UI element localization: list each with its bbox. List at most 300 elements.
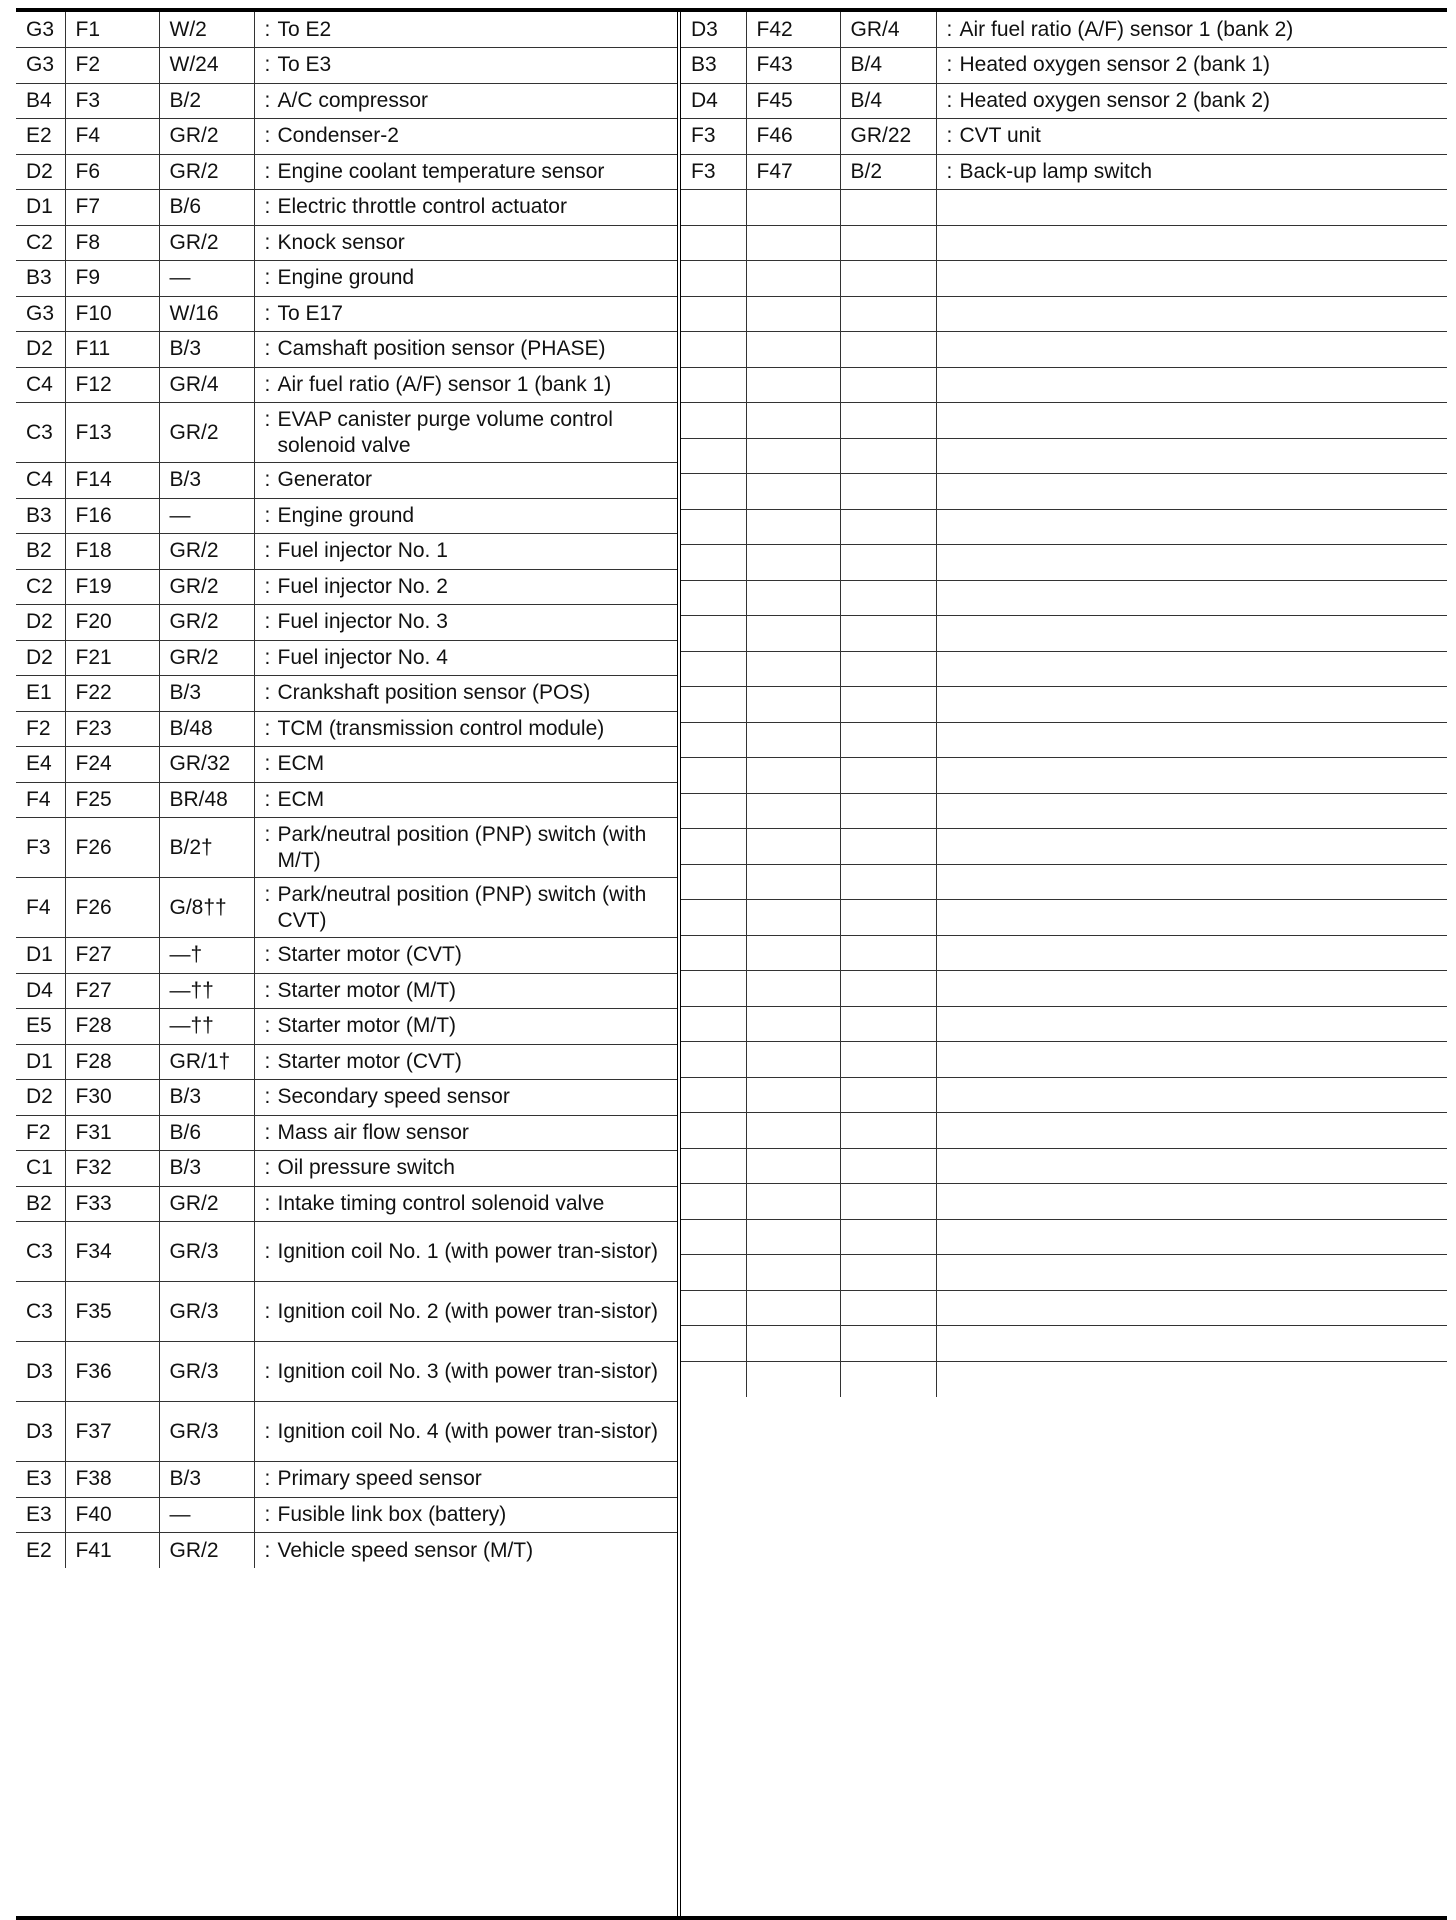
connector-table-left bbox=[16, 12, 677, 1916]
empty-cell bbox=[681, 296, 746, 332]
cell-connector: F26 bbox=[65, 818, 159, 878]
cell-grid: F3 bbox=[681, 119, 746, 155]
description-text bbox=[947, 17, 1448, 43]
description-label: Condenser-2 bbox=[277, 124, 399, 148]
cell-grid: D1 bbox=[16, 1044, 65, 1080]
colon-separator: : bbox=[264, 159, 271, 183]
cell-description bbox=[254, 569, 677, 605]
description-label: ECM bbox=[277, 787, 325, 811]
cell-connector: F8 bbox=[65, 225, 159, 261]
cell-grid: B2 bbox=[16, 534, 65, 570]
empty-table-row bbox=[681, 900, 1447, 936]
empty-cell bbox=[746, 438, 840, 474]
empty-cell bbox=[936, 1361, 1447, 1397]
cell-connector: F25 bbox=[65, 782, 159, 818]
empty-cell bbox=[746, 971, 840, 1007]
cell-grid: C3 bbox=[16, 403, 65, 463]
empty-cell bbox=[681, 1290, 746, 1326]
cell-color: G/8†† bbox=[159, 878, 254, 938]
description-label: Engine ground bbox=[277, 266, 415, 290]
cell-color: GR/3 bbox=[159, 1222, 254, 1282]
empty-cell bbox=[936, 971, 1447, 1007]
cell-connector: F24 bbox=[65, 747, 159, 783]
cell-color: GR/4 bbox=[159, 367, 254, 403]
table-row bbox=[16, 1342, 677, 1402]
description-label: TCM (transmission control module) bbox=[277, 716, 605, 740]
empty-cell bbox=[936, 687, 1447, 723]
cell-description bbox=[254, 878, 677, 938]
empty-cell bbox=[936, 474, 1447, 510]
colon-separator: : bbox=[264, 88, 271, 112]
cell-grid: B3 bbox=[16, 261, 65, 297]
cell-description bbox=[254, 676, 677, 712]
colon-separator: : bbox=[264, 574, 271, 598]
connector-table-left-body bbox=[16, 12, 677, 1568]
description-label: Fuel injector No. 3 bbox=[277, 610, 448, 634]
empty-table-row bbox=[681, 616, 1447, 652]
empty-cell bbox=[840, 1077, 936, 1113]
empty-cell bbox=[840, 651, 936, 687]
empty-table-row bbox=[681, 687, 1447, 723]
empty-cell bbox=[840, 1184, 936, 1220]
colon-separator: : bbox=[264, 230, 271, 254]
empty-cell bbox=[681, 403, 746, 439]
table-row bbox=[16, 463, 677, 499]
empty-cell bbox=[936, 758, 1447, 794]
colon-separator: : bbox=[264, 266, 271, 290]
empty-cell bbox=[746, 545, 840, 581]
description-text bbox=[265, 1084, 672, 1110]
cell-color: BR/48 bbox=[159, 782, 254, 818]
description-label: CVT unit bbox=[959, 124, 1041, 148]
empty-cell bbox=[936, 829, 1447, 865]
empty-cell bbox=[746, 261, 840, 297]
description-text bbox=[265, 1191, 672, 1217]
empty-cell bbox=[840, 864, 936, 900]
colon-separator: : bbox=[264, 468, 271, 492]
colon-separator: : bbox=[264, 407, 271, 431]
empty-cell bbox=[936, 722, 1447, 758]
cell-connector: F19 bbox=[65, 569, 159, 605]
colon-separator: : bbox=[264, 1049, 271, 1073]
cell-grid: C4 bbox=[16, 367, 65, 403]
table-row bbox=[16, 818, 677, 878]
cell-color: — bbox=[159, 1497, 254, 1533]
description-text bbox=[265, 1502, 672, 1528]
empty-cell bbox=[746, 687, 840, 723]
cell-color: B/3 bbox=[159, 676, 254, 712]
cell-description bbox=[254, 190, 677, 226]
cell-description bbox=[254, 154, 677, 190]
cell-color: GR/4 bbox=[840, 12, 936, 48]
empty-cell bbox=[746, 935, 840, 971]
empty-cell bbox=[936, 1077, 1447, 1113]
table-row bbox=[16, 782, 677, 818]
description-label: Engine ground bbox=[277, 503, 415, 527]
cell-description bbox=[254, 1044, 677, 1080]
empty-cell bbox=[936, 367, 1447, 403]
cell-grid: F4 bbox=[16, 782, 65, 818]
cell-connector: F27 bbox=[65, 973, 159, 1009]
empty-cell bbox=[936, 509, 1447, 545]
empty-cell bbox=[840, 296, 936, 332]
colon-separator: : bbox=[264, 645, 271, 669]
empty-cell bbox=[936, 1006, 1447, 1042]
empty-cell bbox=[746, 367, 840, 403]
cell-connector: F30 bbox=[65, 1080, 159, 1116]
description-label: Ignition coil No. 1 (with power tran-sistor) bbox=[277, 1239, 658, 1263]
empty-cell bbox=[840, 1113, 936, 1149]
empty-table-row bbox=[681, 367, 1447, 403]
cell-connector: F35 bbox=[65, 1282, 159, 1342]
colon-separator: : bbox=[264, 1191, 271, 1215]
description-text bbox=[265, 88, 672, 114]
cell-connector: F1 bbox=[65, 12, 159, 48]
empty-cell bbox=[840, 935, 936, 971]
description-label: To E17 bbox=[277, 301, 343, 325]
cell-grid: D2 bbox=[16, 1080, 65, 1116]
empty-table-row bbox=[681, 190, 1447, 226]
description-label: Electric throttle control actuator bbox=[277, 195, 567, 219]
cell-connector: F12 bbox=[65, 367, 159, 403]
empty-cell bbox=[681, 793, 746, 829]
cell-description bbox=[254, 1222, 677, 1282]
empty-table-row bbox=[681, 864, 1447, 900]
cell-grid: E2 bbox=[16, 119, 65, 155]
colon-separator: : bbox=[264, 1419, 271, 1443]
description-text bbox=[265, 1359, 672, 1385]
empty-table-row bbox=[681, 438, 1447, 474]
empty-cell bbox=[746, 793, 840, 829]
empty-cell bbox=[746, 758, 840, 794]
empty-cell bbox=[746, 900, 840, 936]
description-label: Primary speed sensor bbox=[277, 1467, 482, 1491]
empty-table-row bbox=[681, 332, 1447, 368]
cell-connector: F13 bbox=[65, 403, 159, 463]
empty-cell bbox=[936, 1290, 1447, 1326]
empty-cell bbox=[746, 1077, 840, 1113]
colon-separator: : bbox=[264, 1299, 271, 1323]
empty-table-row bbox=[681, 1361, 1447, 1397]
connector-table-right bbox=[681, 12, 1447, 1916]
cell-connector: F18 bbox=[65, 534, 159, 570]
cell-color: GR/32 bbox=[159, 747, 254, 783]
cell-description bbox=[254, 225, 677, 261]
empty-cell bbox=[681, 900, 746, 936]
empty-cell bbox=[936, 1255, 1447, 1291]
table-row bbox=[16, 605, 677, 641]
description-text bbox=[265, 336, 672, 362]
cell-connector: F16 bbox=[65, 498, 159, 534]
cell-grid: E3 bbox=[16, 1462, 65, 1498]
empty-cell bbox=[936, 1113, 1447, 1149]
table-row bbox=[16, 296, 677, 332]
cell-connector: F21 bbox=[65, 640, 159, 676]
description-text bbox=[265, 942, 672, 968]
cell-description bbox=[254, 403, 677, 463]
empty-table-row bbox=[681, 261, 1447, 297]
empty-cell bbox=[681, 687, 746, 723]
empty-cell bbox=[681, 438, 746, 474]
empty-cell bbox=[936, 545, 1447, 581]
cell-color: GR/22 bbox=[840, 119, 936, 155]
colon-separator: : bbox=[264, 681, 271, 705]
cell-grid: D2 bbox=[16, 332, 65, 368]
cell-description bbox=[254, 12, 677, 48]
empty-table-row bbox=[681, 545, 1447, 581]
colon-separator: : bbox=[264, 978, 271, 1002]
empty-cell bbox=[840, 1290, 936, 1326]
empty-cell bbox=[746, 1006, 840, 1042]
empty-cell bbox=[936, 864, 1447, 900]
description-text bbox=[265, 1299, 672, 1325]
colon-separator: : bbox=[264, 1156, 271, 1180]
colon-separator: : bbox=[264, 17, 271, 41]
table-row bbox=[16, 1080, 677, 1116]
description-label: Engine coolant temperature sensor bbox=[277, 159, 605, 183]
cell-connector: F23 bbox=[65, 711, 159, 747]
empty-table-row bbox=[681, 935, 1447, 971]
empty-cell bbox=[681, 509, 746, 545]
description-label: Ignition coil No. 3 (with power tran-sistor) bbox=[277, 1359, 658, 1383]
empty-table-row bbox=[681, 474, 1447, 510]
cell-description bbox=[254, 938, 677, 974]
empty-cell bbox=[681, 1219, 746, 1255]
cell-color: GR/2 bbox=[159, 119, 254, 155]
colon-separator: : bbox=[264, 1239, 271, 1263]
empty-cell bbox=[681, 829, 746, 865]
cell-description bbox=[254, 782, 677, 818]
empty-cell bbox=[936, 296, 1447, 332]
description-label: A/C compressor bbox=[277, 88, 429, 112]
empty-cell bbox=[840, 758, 936, 794]
table-row bbox=[16, 1402, 677, 1462]
empty-cell bbox=[681, 935, 746, 971]
colon-separator: : bbox=[946, 88, 953, 112]
cell-description bbox=[254, 1115, 677, 1151]
cell-connector: F20 bbox=[65, 605, 159, 641]
table-row bbox=[681, 119, 1447, 155]
description-text bbox=[265, 1049, 672, 1075]
empty-cell bbox=[681, 758, 746, 794]
empty-cell bbox=[746, 1042, 840, 1078]
colon-separator: : bbox=[264, 1120, 271, 1144]
empty-cell bbox=[936, 1148, 1447, 1184]
empty-table-row bbox=[681, 1290, 1447, 1326]
cell-description bbox=[254, 818, 677, 878]
empty-cell bbox=[681, 722, 746, 758]
colon-separator: : bbox=[264, 195, 271, 219]
empty-cell bbox=[746, 296, 840, 332]
empty-cell bbox=[840, 261, 936, 297]
empty-cell bbox=[746, 1219, 840, 1255]
description-label: Starter motor (CVT) bbox=[277, 943, 462, 967]
table-row bbox=[16, 1186, 677, 1222]
cell-description bbox=[254, 1402, 677, 1462]
cell-color: W/16 bbox=[159, 296, 254, 332]
empty-cell bbox=[746, 580, 840, 616]
cell-description bbox=[936, 83, 1447, 119]
table-row bbox=[16, 1044, 677, 1080]
description-text bbox=[947, 52, 1448, 78]
empty-cell bbox=[936, 225, 1447, 261]
description-text bbox=[265, 17, 672, 43]
cell-description bbox=[254, 83, 677, 119]
cell-color: GR/2 bbox=[159, 154, 254, 190]
empty-table-row bbox=[681, 1077, 1447, 1113]
description-text bbox=[265, 372, 672, 398]
table-row bbox=[16, 83, 677, 119]
description-label: Park/neutral position (PNP) switch (with CVT) bbox=[277, 882, 647, 932]
empty-cell bbox=[681, 971, 746, 1007]
colon-separator: : bbox=[264, 124, 271, 148]
description-label: Oil pressure switch bbox=[277, 1156, 455, 1180]
description-text bbox=[265, 265, 672, 291]
empty-table-row bbox=[681, 509, 1447, 545]
cell-color: GR/3 bbox=[159, 1342, 254, 1402]
description-label: Crankshaft position sensor (POS) bbox=[277, 681, 591, 705]
empty-cell bbox=[681, 616, 746, 652]
empty-cell bbox=[936, 580, 1447, 616]
description-label: EVAP canister purge volume control solenoid valve bbox=[277, 407, 613, 457]
description-label: Back-up lamp switch bbox=[959, 159, 1153, 183]
table-row bbox=[681, 48, 1447, 84]
colon-separator: : bbox=[264, 610, 271, 634]
empty-cell bbox=[936, 793, 1447, 829]
description-label: Heated oxygen sensor 2 (bank 1) bbox=[959, 53, 1271, 77]
cell-color: B/48 bbox=[159, 711, 254, 747]
empty-cell bbox=[681, 1113, 746, 1149]
description-label: Starter motor (M/T) bbox=[277, 978, 457, 1002]
cell-connector: F7 bbox=[65, 190, 159, 226]
empty-cell bbox=[681, 1184, 746, 1220]
cell-color: — bbox=[159, 498, 254, 534]
table-row bbox=[16, 747, 677, 783]
empty-cell bbox=[936, 900, 1447, 936]
empty-cell bbox=[840, 509, 936, 545]
empty-cell bbox=[840, 474, 936, 510]
table-row bbox=[681, 83, 1447, 119]
cell-connector: F3 bbox=[65, 83, 159, 119]
cell-connector: F41 bbox=[65, 1533, 159, 1569]
cell-grid: D4 bbox=[16, 973, 65, 1009]
empty-cell bbox=[746, 829, 840, 865]
cell-description bbox=[254, 119, 677, 155]
cell-color: B/2 bbox=[840, 154, 936, 190]
empty-cell bbox=[936, 438, 1447, 474]
description-text bbox=[265, 1466, 672, 1492]
empty-cell bbox=[840, 616, 936, 652]
empty-cell bbox=[936, 935, 1447, 971]
cell-color: B/6 bbox=[159, 1115, 254, 1151]
empty-cell bbox=[681, 367, 746, 403]
cell-color: —†† bbox=[159, 1009, 254, 1045]
description-label: Park/neutral position (PNP) switch (with M/T) bbox=[277, 822, 647, 872]
description-text bbox=[265, 1419, 672, 1445]
description-text bbox=[265, 822, 672, 874]
description-text bbox=[265, 1538, 672, 1564]
description-label: To E3 bbox=[277, 53, 332, 77]
cell-grid: C3 bbox=[16, 1282, 65, 1342]
cell-description bbox=[254, 1186, 677, 1222]
description-label: Secondary speed sensor bbox=[277, 1085, 510, 1109]
table-row bbox=[16, 48, 677, 84]
empty-cell bbox=[936, 261, 1447, 297]
cell-grid: C4 bbox=[16, 463, 65, 499]
description-label: Camshaft position sensor (PHASE) bbox=[277, 337, 606, 361]
cell-connector: F27 bbox=[65, 938, 159, 974]
empty-cell bbox=[681, 225, 746, 261]
description-text bbox=[265, 301, 672, 327]
cell-connector: F37 bbox=[65, 1402, 159, 1462]
empty-cell bbox=[840, 332, 936, 368]
description-label: Ignition coil No. 4 (with power tran-sistor) bbox=[277, 1419, 658, 1443]
colon-separator: : bbox=[264, 1014, 271, 1038]
description-text bbox=[265, 680, 672, 706]
cell-grid: E3 bbox=[16, 1497, 65, 1533]
colon-separator: : bbox=[946, 53, 953, 77]
cell-color: GR/3 bbox=[159, 1282, 254, 1342]
cell-connector: F46 bbox=[746, 119, 840, 155]
empty-table-row bbox=[681, 1184, 1447, 1220]
cell-grid: C2 bbox=[16, 225, 65, 261]
empty-table-row bbox=[681, 580, 1447, 616]
empty-table-row bbox=[681, 829, 1447, 865]
description-label: Ignition coil No. 2 (with power tran-sistor) bbox=[277, 1299, 658, 1323]
table-row bbox=[16, 878, 677, 938]
colon-separator: : bbox=[264, 822, 271, 846]
cell-color: GR/2 bbox=[159, 403, 254, 463]
empty-cell bbox=[746, 1255, 840, 1291]
cell-color: B/3 bbox=[159, 1080, 254, 1116]
cell-grid: F3 bbox=[16, 818, 65, 878]
cell-grid: F3 bbox=[681, 154, 746, 190]
empty-cell bbox=[746, 225, 840, 261]
cell-description bbox=[254, 605, 677, 641]
colon-separator: : bbox=[946, 124, 953, 148]
empty-cell bbox=[840, 1006, 936, 1042]
empty-table-row bbox=[681, 1113, 1447, 1149]
description-label: Knock sensor bbox=[277, 230, 405, 254]
description-text bbox=[265, 1013, 672, 1039]
cell-connector: F33 bbox=[65, 1186, 159, 1222]
cell-color: W/24 bbox=[159, 48, 254, 84]
cell-connector: F4 bbox=[65, 119, 159, 155]
table-row bbox=[16, 12, 677, 48]
cell-description bbox=[254, 534, 677, 570]
cell-grid: C3 bbox=[16, 1222, 65, 1282]
cell-description bbox=[254, 973, 677, 1009]
empty-table-row bbox=[681, 1219, 1447, 1255]
description-label: Vehicle speed sensor (M/T) bbox=[277, 1538, 534, 1562]
empty-cell bbox=[746, 1148, 840, 1184]
empty-cell bbox=[936, 616, 1447, 652]
cell-connector: F28 bbox=[65, 1009, 159, 1045]
colon-separator: : bbox=[264, 53, 271, 77]
cell-description bbox=[254, 367, 677, 403]
description-label: Fuel injector No. 2 bbox=[277, 574, 448, 598]
connector-table-right-body bbox=[681, 12, 1447, 1397]
cell-description bbox=[254, 1151, 677, 1187]
cell-connector: F36 bbox=[65, 1342, 159, 1402]
empty-cell bbox=[840, 793, 936, 829]
cell-connector: F42 bbox=[746, 12, 840, 48]
cell-grid: D3 bbox=[16, 1402, 65, 1462]
empty-cell bbox=[681, 1077, 746, 1113]
colon-separator: : bbox=[264, 1538, 271, 1562]
empty-cell bbox=[936, 332, 1447, 368]
cell-description bbox=[254, 1080, 677, 1116]
